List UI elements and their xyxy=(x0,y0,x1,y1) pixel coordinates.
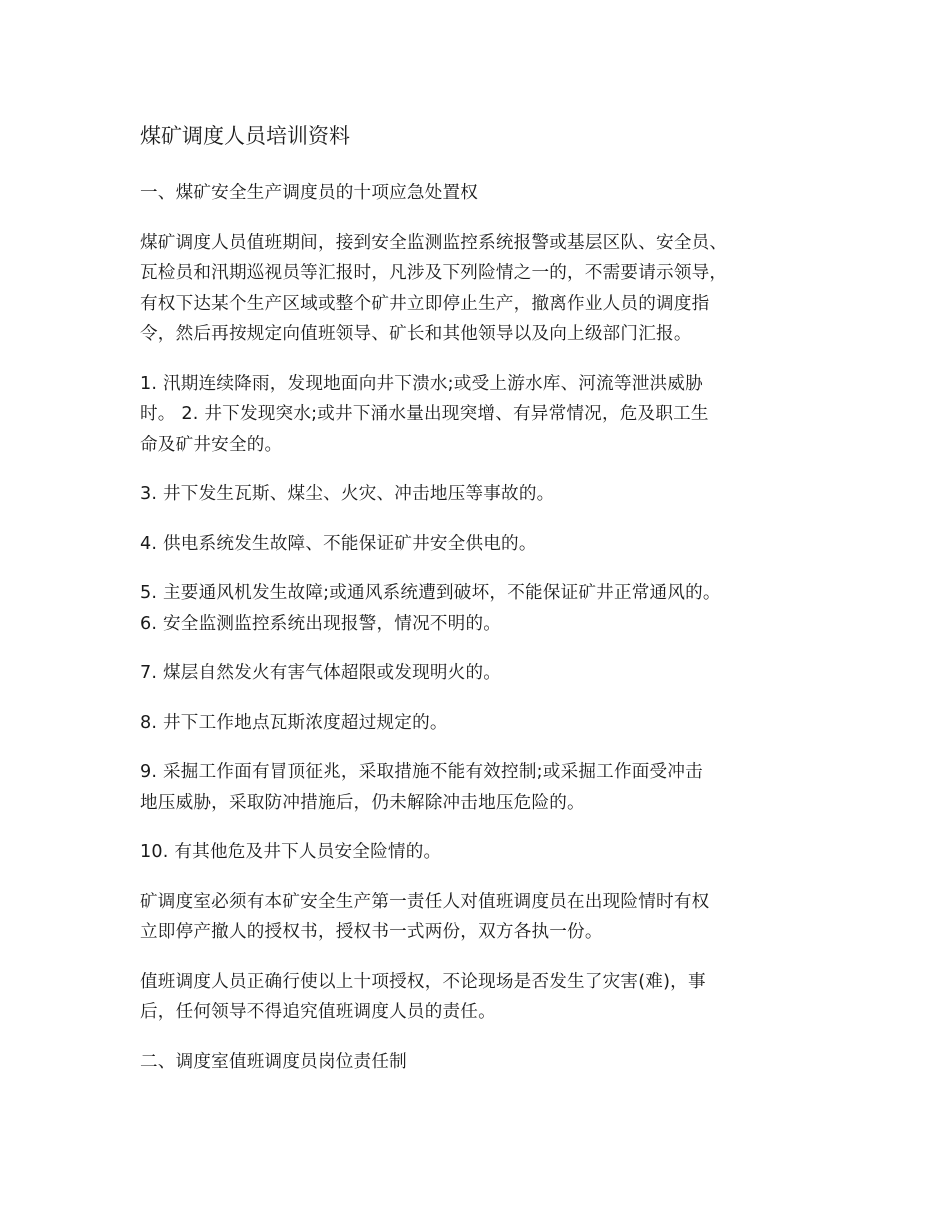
list-item-8 xyxy=(140,708,830,739)
text-line: 4. 供电系统发生故障、不能保证矿井安全供电的。 xyxy=(140,533,537,554)
text-line: 矿调度室必须有本矿安全生产第一责任人对值班调度员在出现险情时有权 xyxy=(140,891,710,912)
text-line: 一、煤矿安全生产调度员的十项应急处置权 xyxy=(140,183,479,203)
text-line: 9. 采掘工作面有冒顶征兆，采取措施不能有效控制;或采掘工作面受冲击 xyxy=(140,762,703,782)
document-body xyxy=(140,118,830,1096)
text-line: 命及矿井安全的。 xyxy=(140,434,283,455)
list-item-4 xyxy=(140,529,830,560)
text-line: 1. 汛期连续降雨，发现地面向井下溃水;或受上游水库、河流等泄洪威胁 xyxy=(140,373,703,394)
paragraph-exemption xyxy=(140,967,830,1028)
list-item-3 xyxy=(140,479,830,510)
section-heading-2 xyxy=(140,1047,830,1078)
list-item-7 xyxy=(140,658,830,689)
text-line: 时。 2. 井下发现突水;或井下涌水量出现突增、有异常情况，危及职工生 xyxy=(140,404,709,424)
text-line: 煤矿调度人员值班期间，接到安全监测监控系统报警或基层区队、安全员、 xyxy=(140,232,728,253)
text-line: 立即停产撤人的授权书，授权书一式两份，双方各执一份。 xyxy=(140,922,603,942)
text-line: 7. 煤层自然发火有害气体超限或发现明火的。 xyxy=(140,663,502,683)
text-line: 地压威胁，采取防冲措施后，仍未解除冲击地压危险的。 xyxy=(140,792,585,813)
list-item-10 xyxy=(140,837,830,868)
text-line: 二、调度室值班调度员岗位责任制 xyxy=(140,1051,407,1072)
text-line: 后，任何领导不得追究值班调度人员的责任。 xyxy=(140,1002,496,1022)
paragraph-authorization xyxy=(140,887,830,948)
text-line: 3. 井下发生瓦斯、煤尘、火灾、冲击地压等事故的。 xyxy=(140,484,555,504)
text-line: 8. 井下工作地点瓦斯浓度超过规定的。 xyxy=(140,712,448,733)
text-line: 瓦检员和汛期巡视员等汇报时，凡涉及下列险情之一的，不需要请示领导， xyxy=(140,263,728,283)
list-item-1-2 xyxy=(140,369,830,461)
list-item-5-6 xyxy=(140,578,830,639)
text-line: 值班调度人员正确行使以上十项授权，不论现场是否发生了灾害(难)，事 xyxy=(140,971,706,992)
text-line: 10. 有其他危及井下人员安全险情的。 xyxy=(140,842,442,862)
paragraph-intro xyxy=(140,228,830,350)
text-line: 有权下达某个生产区域或整个矿井立即停止生产，撤离作业人员的调度指 xyxy=(140,293,710,314)
list-item-9 xyxy=(140,757,830,818)
text-line: 6. 安全监测监控系统出现报警，情况不明的。 xyxy=(140,613,502,634)
document-title: 煤矿调度人员培训资料 xyxy=(140,124,350,148)
text-line: 5. 主要通风机发生故障;或通风系统遭到破坏，不能保证矿井正常通风的。 xyxy=(140,583,721,603)
text-line: 令，然后再按规定向值班领导、矿长和其他领导以及向上级部门汇报。 xyxy=(140,324,692,344)
section-heading-1 xyxy=(140,178,830,209)
